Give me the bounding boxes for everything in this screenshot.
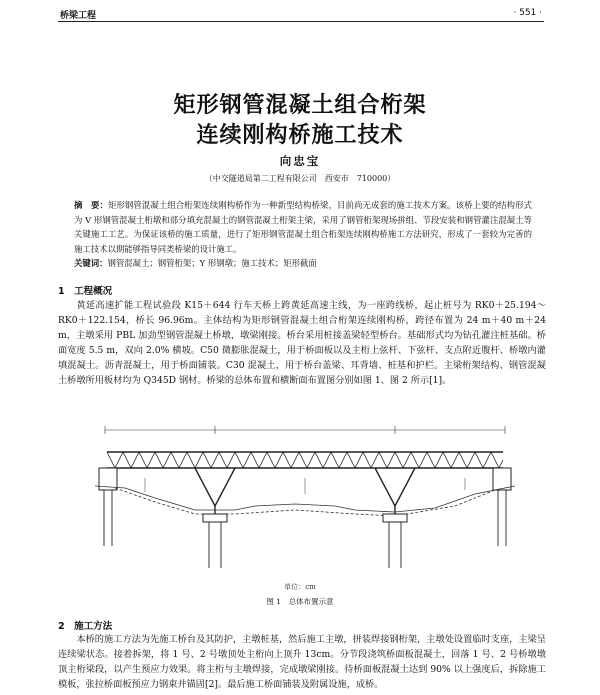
section-1-heading: 1 工程概况 xyxy=(58,286,113,297)
affiliation: （中交隧道局第二工程有限公司 西安市 710000） xyxy=(204,174,396,183)
abstract-label: 摘 要： xyxy=(74,200,108,210)
title-line-2: 连续刚构桥施工技术 xyxy=(196,123,404,148)
section-2-heading: 2 施工方法 xyxy=(58,621,113,632)
title-line-1: 矩形钢管混凝土组合桁架 xyxy=(173,93,427,118)
figure-1-caption: 图 1 总体布置示意 xyxy=(266,597,334,606)
running-header-journal: 桥梁工程 xyxy=(60,11,97,21)
page-number: · 551 · xyxy=(513,8,542,18)
author: 向忠宝 xyxy=(279,154,321,168)
keywords-text: 钢管混凝土；钢管桁架；Y 形钢墩；施工技术；矩形截面 xyxy=(107,258,317,268)
abstract-text: 矩形钢管混凝土组合桁架连续刚构桥作为一种新型结构桥梁，目前尚无成套的施工技术方案。该桥上要的结构形式为 V 形钢管混凝土桁墩和部分填充混凝土的钢管混凝土桁架主梁，采用了钢管桁架现场拼组、节段安装和钢管灌注混凝土等关键施工工艺。为保证该桥的施工质量，进行了矩形钢管混凝土组合桁架连续刚构桥施工方法研究，形成了一套较为完善的施工技术以期能够指导同类桥梁的设计施工。 xyxy=(74,200,532,254)
top-dimension-line xyxy=(105,426,505,434)
figure-1-drawing xyxy=(95,418,515,578)
truss-girder xyxy=(107,452,503,468)
abstract xyxy=(74,198,532,271)
figure-1-unit: 单位：cm xyxy=(284,583,316,591)
piles xyxy=(104,490,506,568)
keywords-label: 关键词： xyxy=(74,258,108,268)
header-rule xyxy=(58,21,544,22)
section-1-paragraph: 黄延高速扩能工程试验段 K15＋644 行车天桥上跨黄延高速主线，为一座跨线桥，起止桩号为 RK0＋25.194～RK0＋122.154，桥长 96.96m。主体结构为矩形钢管混凝土组合桁架连续刚构桥，跨径布置为 24 m＋40 m＋24 m，主墩采用 PBL 加劲型钢管混凝土桥墩，墩梁刚接。桥台采用桩接盖梁轻型桥台。基础形式均为钻孔灌注桩基础。桥面宽度 5.5 m，双向 2.0% 横坡。C50 微膨胀混凝土，用于桥面板以及主桁上弦杆、下弦杆、支点附近腹杆、桥墩内灌填混凝土。沥青混凝土，用于桥面铺装。C30 混凝土，用于桥台盖梁、耳背墙、桩基和护栏。主梁桁架结构、钢管混凝土桥墩所用板材均为 Q345D 钢材。桥梁的总体布置和横断面布置图分别如图 1、图 2 所示[1]。 xyxy=(58,300,546,387)
section-2-paragraph: 本桥的施工方法为先施工桥台及其防护，主墩桩基，然后施工主墩，拼装焊接钢桁架，主墩处设置临时支座，主梁呈连续梁状态。接着拆架，将 1 号、2 号墩顶处主桁向上顶升 13cm。分节段浇筑桥面板混凝土，回落 1 号、2 号桥墩墩顶主桁梁段，以产生预应力效果。将主桁与主墩焊接，完成墩梁刚接。待桥面板混凝土达到 90% 以上强度后，拆除施工模板，张拉桥面板预应力钢束并锚固[2]。最后施工桥面铺装及附属设施，成桥。 xyxy=(58,634,546,691)
elevation-markers xyxy=(145,478,465,494)
